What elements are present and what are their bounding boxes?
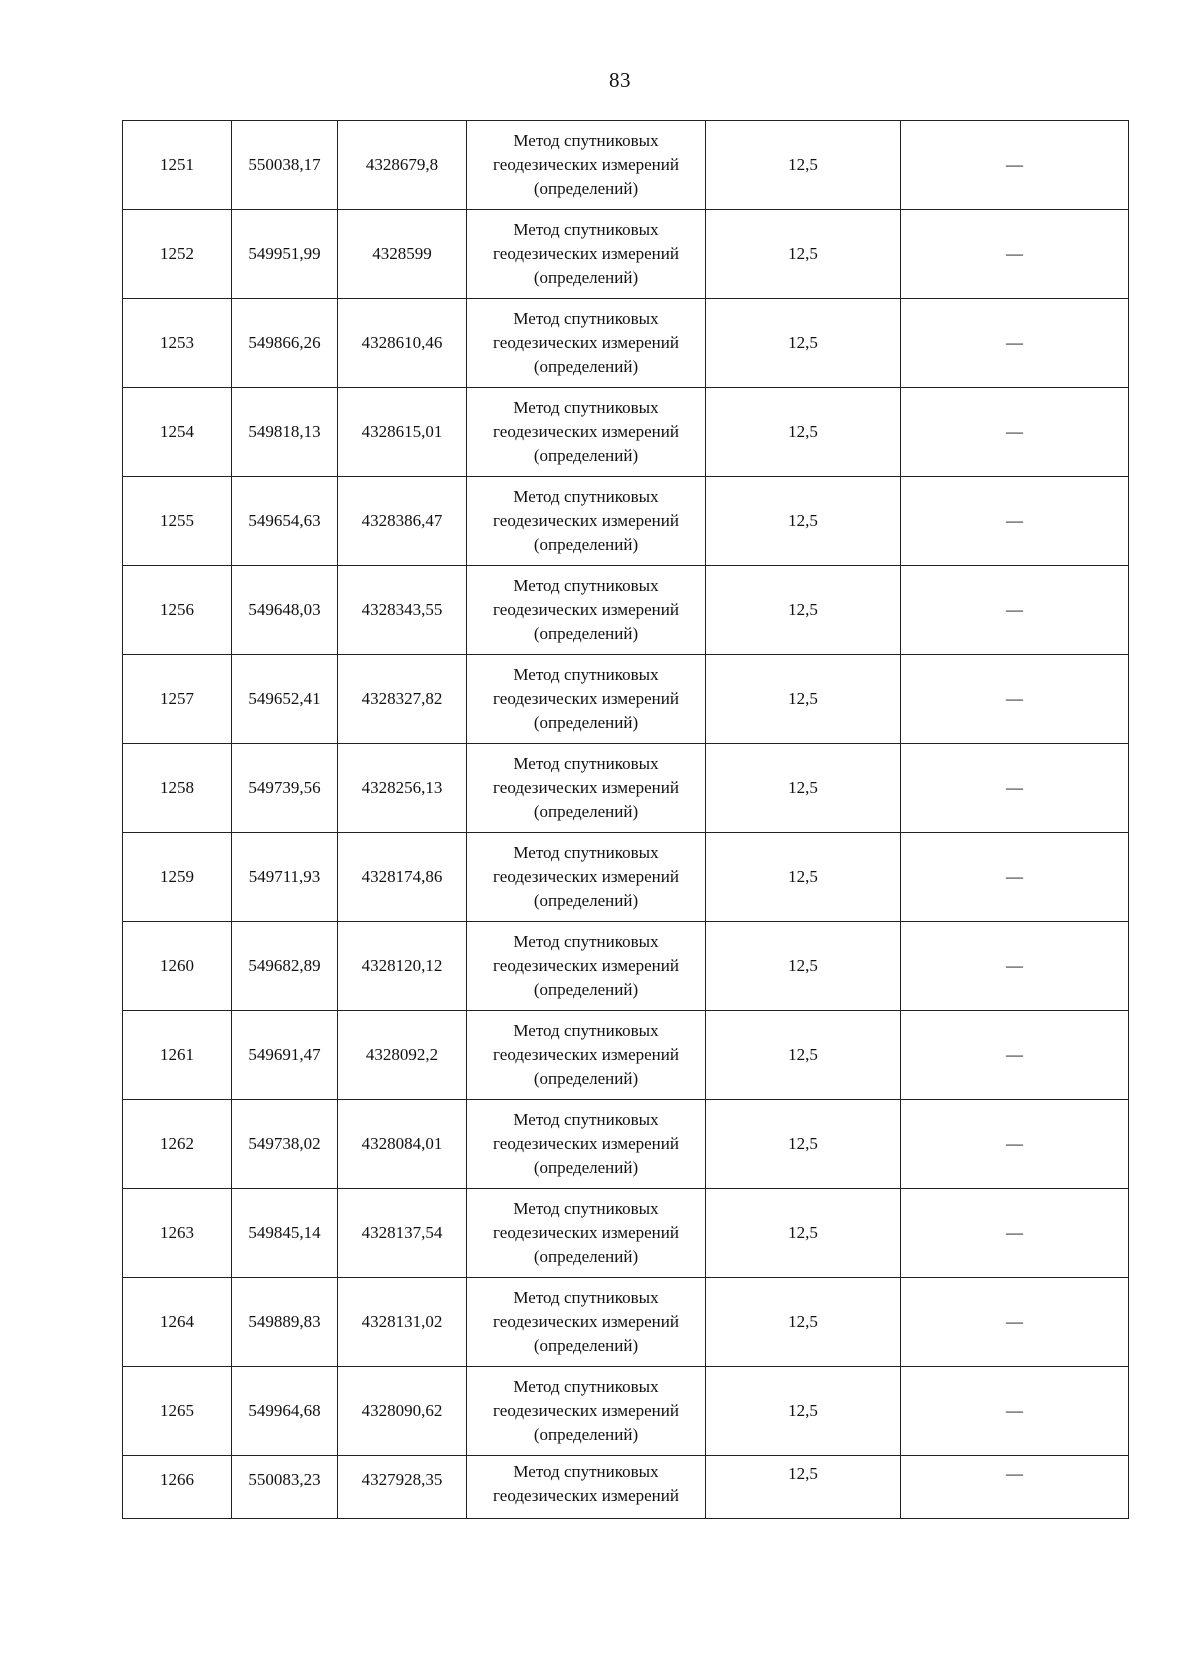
y-coordinate-cell: 4328120,12 bbox=[338, 922, 467, 1011]
method-line: Метод спутниковых bbox=[513, 309, 659, 328]
point-number-cell: 1251 bbox=[123, 121, 232, 210]
method-line: (определений) bbox=[533, 1336, 639, 1355]
y-coordinate-cell: 4328343,55 bbox=[338, 566, 467, 655]
point-number-cell: 1263 bbox=[123, 1189, 232, 1278]
point-number-cell: 1262 bbox=[123, 1100, 232, 1189]
method-cell bbox=[467, 299, 706, 388]
method-cell bbox=[467, 210, 706, 299]
description-cell: — bbox=[901, 121, 1129, 210]
x-coordinate-cell: 549845,14 bbox=[232, 1189, 338, 1278]
accuracy-cell: 12,5 bbox=[706, 1456, 901, 1519]
method-line: геодезических измерений bbox=[493, 956, 679, 975]
description-cell: — bbox=[901, 388, 1129, 477]
table-row bbox=[123, 922, 1129, 1011]
x-coordinate-cell: 550038,17 bbox=[232, 121, 338, 210]
point-number-cell: 1266 bbox=[123, 1456, 232, 1519]
x-coordinate-cell: 549739,56 bbox=[232, 744, 338, 833]
x-coordinate-cell: 550083,23 bbox=[232, 1456, 338, 1519]
method-cell bbox=[467, 1367, 706, 1456]
y-coordinate-cell: 4328610,46 bbox=[338, 299, 467, 388]
point-number-cell: 1261 bbox=[123, 1011, 232, 1100]
accuracy-cell: 12,5 bbox=[706, 833, 901, 922]
method-cell bbox=[467, 833, 706, 922]
method-cell bbox=[467, 744, 706, 833]
y-coordinate-cell: 4328256,13 bbox=[338, 744, 467, 833]
accuracy-cell: 12,5 bbox=[706, 1100, 901, 1189]
method-line: Метод спутниковых bbox=[513, 487, 659, 506]
method-line: (определений) bbox=[533, 891, 639, 910]
method-line: Метод спутниковых bbox=[513, 220, 659, 239]
method-line: (определений) bbox=[533, 802, 639, 821]
point-number-cell: 1256 bbox=[123, 566, 232, 655]
method-line: геодезических измерений bbox=[493, 1401, 679, 1420]
description-cell: — bbox=[901, 1367, 1129, 1456]
description-cell: — bbox=[901, 210, 1129, 299]
method-line: Метод спутниковых bbox=[513, 932, 659, 951]
x-coordinate-cell: 549738,02 bbox=[232, 1100, 338, 1189]
y-coordinate-cell: 4328174,86 bbox=[338, 833, 467, 922]
method-cell bbox=[467, 922, 706, 1011]
accuracy-cell: 12,5 bbox=[706, 388, 901, 477]
x-coordinate-cell: 549682,89 bbox=[232, 922, 338, 1011]
table-row bbox=[123, 655, 1129, 744]
method-line: (определений) bbox=[533, 179, 639, 198]
description-cell: — bbox=[901, 1278, 1129, 1367]
x-coordinate-cell: 549652,41 bbox=[232, 655, 338, 744]
point-number-cell: 1260 bbox=[123, 922, 232, 1011]
table-row bbox=[123, 1278, 1129, 1367]
method-line: (определений) bbox=[533, 446, 639, 465]
method-line: (определений) bbox=[533, 713, 639, 732]
method-line: (определений) bbox=[533, 357, 639, 376]
method-line: Метод спутниковых bbox=[513, 398, 659, 417]
table-row bbox=[123, 833, 1129, 922]
coordinates-table-body bbox=[123, 121, 1129, 1519]
method-line: Метод спутниковых bbox=[513, 843, 659, 862]
method-line: (определений) bbox=[533, 624, 639, 643]
method-line: геодезических измерений bbox=[493, 511, 679, 530]
accuracy-cell: 12,5 bbox=[706, 299, 901, 388]
accuracy-cell: 12,5 bbox=[706, 210, 901, 299]
method-line: (определений) bbox=[533, 980, 639, 999]
method-cell bbox=[467, 1189, 706, 1278]
table-row bbox=[123, 1367, 1129, 1456]
method-cell bbox=[467, 1100, 706, 1189]
method-line: Метод спутниковых bbox=[513, 665, 659, 684]
table-row bbox=[123, 1456, 1129, 1519]
method-cell bbox=[467, 1456, 706, 1519]
point-number-cell: 1252 bbox=[123, 210, 232, 299]
method-cell bbox=[467, 477, 706, 566]
method-line: Метод спутниковых bbox=[513, 1021, 659, 1040]
point-number-cell: 1253 bbox=[123, 299, 232, 388]
method-line: геодезических измерений bbox=[493, 155, 679, 174]
method-line: геодезических измерений bbox=[493, 244, 679, 263]
method-line: (определений) bbox=[533, 268, 639, 287]
method-line: Метод спутниковых bbox=[513, 1110, 659, 1129]
method-line: Метод спутниковых bbox=[513, 131, 659, 150]
x-coordinate-cell: 549654,63 bbox=[232, 477, 338, 566]
description-cell: — bbox=[901, 1011, 1129, 1100]
description-cell: — bbox=[901, 1100, 1129, 1189]
table-row bbox=[123, 1011, 1129, 1100]
x-coordinate-cell: 549648,03 bbox=[232, 566, 338, 655]
table-row bbox=[123, 210, 1129, 299]
method-line: геодезических измерений bbox=[493, 867, 679, 886]
accuracy-cell: 12,5 bbox=[706, 1278, 901, 1367]
description-cell: — bbox=[901, 1189, 1129, 1278]
method-line: (определений) bbox=[533, 1069, 639, 1088]
point-number-cell: 1264 bbox=[123, 1278, 232, 1367]
method-cell bbox=[467, 1011, 706, 1100]
description-cell: — bbox=[901, 655, 1129, 744]
method-line: геодезических измерений bbox=[493, 1134, 679, 1153]
coordinates-table bbox=[122, 120, 1129, 1519]
x-coordinate-cell: 549711,93 bbox=[232, 833, 338, 922]
point-number-cell: 1255 bbox=[123, 477, 232, 566]
point-number-cell: 1254 bbox=[123, 388, 232, 477]
method-line: геодезических измерений bbox=[493, 778, 679, 797]
y-coordinate-cell: 4328386,47 bbox=[338, 477, 467, 566]
accuracy-cell: 12,5 bbox=[706, 1367, 901, 1456]
method-cell bbox=[467, 388, 706, 477]
x-coordinate-cell: 549951,99 bbox=[232, 210, 338, 299]
x-coordinate-cell: 549889,83 bbox=[232, 1278, 338, 1367]
y-coordinate-cell: 4328679,8 bbox=[338, 121, 467, 210]
y-coordinate-cell: 4328084,01 bbox=[338, 1100, 467, 1189]
description-cell: — bbox=[901, 833, 1129, 922]
method-line: (определений) bbox=[533, 1158, 639, 1177]
point-number-cell: 1265 bbox=[123, 1367, 232, 1456]
description-cell: — bbox=[901, 1456, 1129, 1519]
point-number-cell: 1259 bbox=[123, 833, 232, 922]
method-line: (определений) bbox=[533, 1425, 639, 1444]
y-coordinate-cell: 4328615,01 bbox=[338, 388, 467, 477]
method-line: Метод спутниковых bbox=[513, 1462, 659, 1481]
method-line: геодезических измерений bbox=[493, 1045, 679, 1064]
table-row bbox=[123, 121, 1129, 210]
y-coordinate-cell: 4328131,02 bbox=[338, 1278, 467, 1367]
table-row bbox=[123, 1189, 1129, 1278]
point-number-cell: 1258 bbox=[123, 744, 232, 833]
method-line: геодезических измерений bbox=[493, 689, 679, 708]
description-cell: — bbox=[901, 566, 1129, 655]
y-coordinate-cell: 4327928,35 bbox=[338, 1456, 467, 1519]
table-row bbox=[123, 477, 1129, 566]
method-cell bbox=[467, 655, 706, 744]
y-coordinate-cell: 4328327,82 bbox=[338, 655, 467, 744]
accuracy-cell: 12,5 bbox=[706, 566, 901, 655]
description-cell: — bbox=[901, 744, 1129, 833]
method-cell bbox=[467, 121, 706, 210]
accuracy-cell: 12,5 bbox=[706, 477, 901, 566]
y-coordinate-cell: 4328092,2 bbox=[338, 1011, 467, 1100]
accuracy-cell: 12,5 bbox=[706, 1189, 901, 1278]
method-line: Метод спутниковых bbox=[513, 576, 659, 595]
accuracy-cell: 12,5 bbox=[706, 121, 901, 210]
y-coordinate-cell: 4328090,62 bbox=[338, 1367, 467, 1456]
description-cell: — bbox=[901, 477, 1129, 566]
method-line: геодезических измерений bbox=[493, 1486, 679, 1505]
method-line: (определений) bbox=[533, 1247, 639, 1266]
x-coordinate-cell: 549866,26 bbox=[232, 299, 338, 388]
description-cell: — bbox=[901, 299, 1129, 388]
point-number-cell: 1257 bbox=[123, 655, 232, 744]
method-line: геодезических измерений bbox=[493, 1223, 679, 1242]
table-row bbox=[123, 388, 1129, 477]
method-line: геодезических измерений bbox=[493, 600, 679, 619]
method-line: Метод спутниковых bbox=[513, 1199, 659, 1218]
x-coordinate-cell: 549691,47 bbox=[232, 1011, 338, 1100]
accuracy-cell: 12,5 bbox=[706, 922, 901, 1011]
method-cell bbox=[467, 1278, 706, 1367]
x-coordinate-cell: 549818,13 bbox=[232, 388, 338, 477]
method-line: Метод спутниковых bbox=[513, 1288, 659, 1307]
table-row bbox=[123, 566, 1129, 655]
method-line: Метод спутниковых bbox=[513, 1377, 659, 1396]
table-row bbox=[123, 299, 1129, 388]
y-coordinate-cell: 4328137,54 bbox=[338, 1189, 467, 1278]
method-line: геодезических измерений bbox=[493, 333, 679, 352]
page-number: 83 bbox=[609, 68, 631, 92]
accuracy-cell: 12,5 bbox=[706, 744, 901, 833]
method-line: геодезических измерений bbox=[493, 1312, 679, 1331]
y-coordinate-cell: 4328599 bbox=[338, 210, 467, 299]
table-row bbox=[123, 744, 1129, 833]
method-line: геодезических измерений bbox=[493, 422, 679, 441]
accuracy-cell: 12,5 bbox=[706, 655, 901, 744]
method-line: (определений) bbox=[533, 535, 639, 554]
method-cell bbox=[467, 566, 706, 655]
x-coordinate-cell: 549964,68 bbox=[232, 1367, 338, 1456]
accuracy-cell: 12,5 bbox=[706, 1011, 901, 1100]
description-cell: — bbox=[901, 922, 1129, 1011]
table-row bbox=[123, 1100, 1129, 1189]
method-line: Метод спутниковых bbox=[513, 754, 659, 773]
